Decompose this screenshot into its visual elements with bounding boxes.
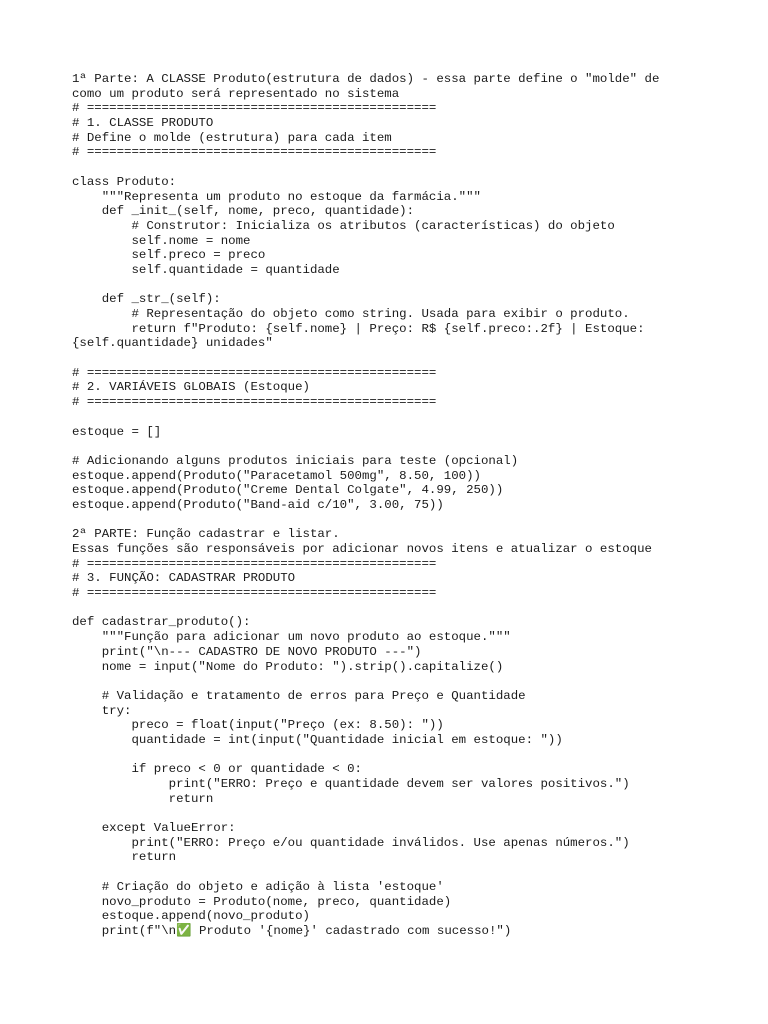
text-line: # ===============================================: [72, 395, 437, 410]
text-line: 1ª Parte: A CLASSE Produto(estrutura de dados) - essa parte define o "molde" de: [72, 72, 660, 86]
text-line: [72, 410, 752, 425]
text-line: # ===============================================: [72, 365, 437, 380]
text-line: [72, 513, 752, 528]
text-line: # Criação do objeto e adição à lista 'estoque': [72, 879, 444, 894]
text-line: def _init_(self, nome, preco, quantidade):: [72, 204, 415, 219]
text-line: # ===============================================: [72, 101, 437, 116]
text-line: return: [72, 850, 177, 865]
text-line: [72, 806, 752, 821]
text-line: # ===============================================: [72, 145, 437, 160]
text-line: print("\n--- CADASTRO DE NOVO PRODUTO ---"): [72, 644, 422, 659]
text-line: # Construtor: Inicializa os atributos (características) do objeto: [72, 218, 615, 233]
text-line: [72, 865, 752, 880]
text-line: estoque.append(Produto("Paracetamol 500mg", 8.50, 100)): [72, 468, 481, 483]
text-line: self.preco = preco: [72, 248, 266, 263]
text-line: [72, 601, 752, 616]
text-line: print("ERRO: Preço e/ou quantidade inválidos. Use apenas números."): [72, 835, 630, 850]
text-line: # ===============================================: [72, 586, 437, 601]
text-line: preco = float(input("Preço (ex: 8.50): ")): [72, 718, 444, 733]
text-line: # 2. VARIÁVEIS GLOBAIS (Estoque): [72, 380, 310, 395]
text-line: # Define o molde (estrutura) para cada item: [72, 130, 392, 145]
text-line: [72, 674, 752, 689]
text-line: estoque.append(Produto("Band-aid c/10", 3.00, 75)): [72, 497, 444, 512]
text-line: [72, 439, 752, 454]
text-line: print(f"\n✅ Produto '{nome}' cadastrado com sucesso!"): [72, 923, 512, 938]
text-line: novo_produto = Produto(nome, preco, quantidade): [72, 894, 452, 909]
text-line: # Adicionando alguns produtos iniciais para teste (opcional): [72, 453, 519, 468]
text-line: nome = input("Nome do Produto: ").strip().capitalize(): [72, 659, 504, 674]
text-line: 2ª PARTE: Função cadastrar e listar.: [72, 527, 340, 542]
text-line: """Representa um produto no estoque da farmácia.""": [72, 189, 481, 204]
text-line: quantidade = int(input("Quantidade inicial em estoque: ")): [72, 732, 563, 747]
text-line: [72, 748, 752, 763]
text-line: # Representação do objeto como string. Usada para exibir o produto.: [72, 307, 630, 321]
text-line: def cadastrar_produto():: [72, 615, 251, 630]
text-line: self.nome = nome: [72, 233, 251, 248]
text-line: estoque = []: [72, 424, 162, 439]
text-line: estoque.append(Produto("Creme Dental Colgate", 4.99, 250)): [72, 483, 504, 498]
text-line: try:: [72, 703, 132, 718]
text-line: {self.quantidade} unidades": [72, 336, 273, 351]
text-line: como um produto será representado no sistema: [72, 86, 400, 101]
text-line: """Função para adicionar um novo produto ao estoque.""": [72, 630, 511, 645]
text-line: # ===============================================: [72, 556, 437, 571]
text-line: [72, 278, 752, 293]
text-line: [72, 351, 752, 366]
text-line: [72, 160, 752, 175]
text-line: def _str_(self):: [72, 292, 221, 307]
text-line: # 1. CLASSE PRODUTO: [72, 116, 214, 131]
text-line: return f"Produto: {self.nome} | Preço: R$ {self.preco:.2f} | Estoque:: [72, 321, 645, 336]
text-line: return: [72, 791, 214, 806]
text-line: estoque.append(novo_produto): [72, 909, 310, 924]
text-line: print("ERRO: Preço e quantidade devem ser valores positivos."): [72, 777, 630, 791]
code-document: [72, 72, 752, 939]
text-line: self.quantidade = quantidade: [72, 262, 340, 277]
text-line: class Produto:: [72, 174, 177, 189]
text-line: Essas funções são responsáveis por adicionar novos itens e atualizar o estoque: [72, 542, 652, 556]
text-line: if preco < 0 or quantidade < 0:: [72, 762, 362, 777]
text-line: except ValueError:: [72, 821, 236, 836]
text-line: # Validação e tratamento de erros para Preço e Quantidade: [72, 688, 526, 703]
text-line: # 3. FUNÇÃO: CADASTRAR PRODUTO: [72, 571, 296, 586]
